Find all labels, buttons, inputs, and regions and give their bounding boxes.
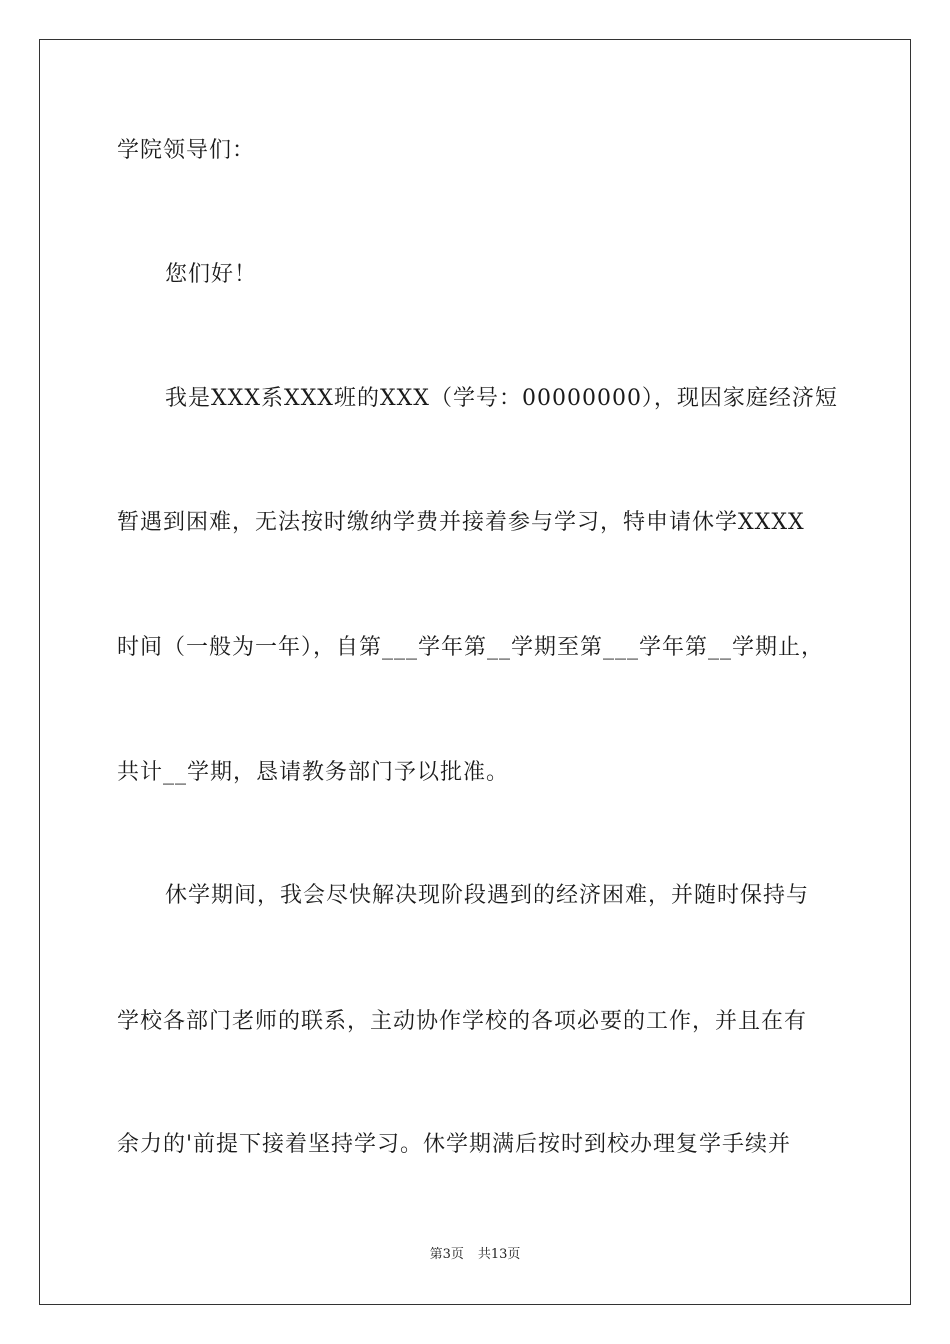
body-line-6: 学校各部门老师的联系，主动协作学校的各项必要的工作，并且在有 [117, 1009, 808, 1034]
body-line-4: 共计__学期，恳请教务部门予以批准。 [117, 760, 510, 785]
page-number: 第3页 [429, 1247, 464, 1262]
page-footer [0, 1246, 950, 1264]
body-line-3: 时间（一般为一年），自第___学年第__学期至第___学年第__学期止， [117, 635, 825, 660]
body-line-7: 余力的'前提下接着坚持学习。休学期满后按时到校办理复学手续并 [117, 1132, 792, 1157]
page-total: 共13页 [477, 1247, 521, 1262]
page-border [39, 39, 911, 1305]
body-line-5: 休学期间，我会尽快解决现阶段遇到的经济困难，并随时保持与 [165, 883, 810, 908]
greeting: 您们好！ [165, 262, 258, 287]
body-line-1: 我是XXX系XXX班的XXX（学号：00000000），现因家庭经济短 [165, 386, 838, 411]
salutation: 学院领导们： [117, 138, 256, 163]
body-line-2: 暂遇到困难，无法按时缴纳学费并接着参与学习，特申请休学XXXX [117, 510, 805, 535]
